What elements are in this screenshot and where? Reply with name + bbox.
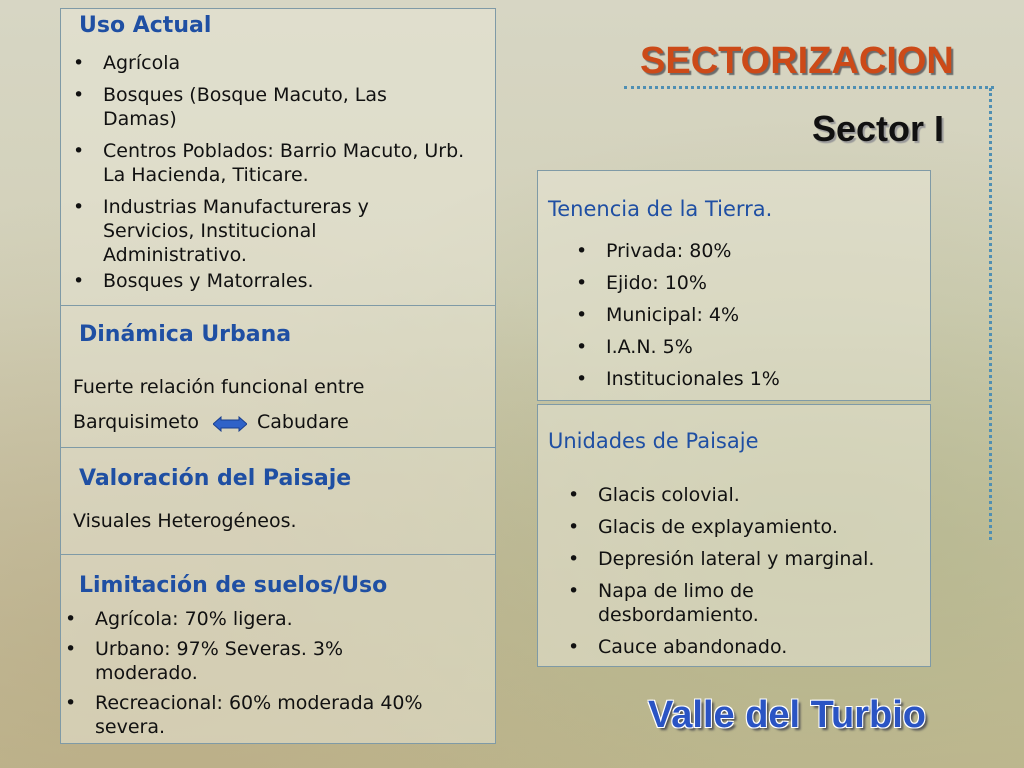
list-item: • Recreacional: 60% moderada 40% severa. [95, 691, 475, 739]
list-item: • Privada: 80% [606, 239, 906, 263]
list-item: • Institucionales 1% [606, 367, 906, 391]
tenencia-tierra-panel [537, 170, 931, 401]
valoracion-paisaje-panel [60, 447, 496, 555]
list-item: • Glacis de explayamiento. [598, 515, 918, 539]
uso-actual-panel [60, 8, 496, 306]
list-item: • Glacis colovial. [598, 483, 918, 507]
dinamica-urbana-text: Fuerte relación funcional entre [73, 376, 365, 398]
list-item: • Agrícola: 70% ligera. [95, 607, 475, 631]
page-title: SECTORIZACION [640, 40, 954, 82]
valoracion-paisaje-text: Visuales Heterogéneos. [73, 510, 297, 532]
list-item: • Agrícola [103, 51, 473, 75]
footer-title: Valle del Turbio [648, 694, 927, 736]
dinamica-urbana-right-city: Cabudare [257, 411, 349, 433]
dinamica-urbana-panel [60, 305, 496, 448]
unidades-paisaje-list [598, 483, 918, 659]
list-item: • Industrias Manufactureras y Servicios, Institucional Administrativo. [103, 195, 423, 267]
uso-actual-list [103, 51, 473, 293]
uso-actual-heading: Uso Actual [79, 13, 212, 38]
list-item: • Bosques (Bosque Macuto, Las Damas) [103, 83, 443, 131]
tenencia-tierra-list [606, 239, 906, 391]
limitacion-suelos-heading: Limitación de suelos/Uso [79, 573, 388, 598]
dotted-divider-horizontal [624, 86, 994, 89]
limitacion-suelos-panel [60, 554, 496, 744]
list-item: • Depresión lateral y marginal. [598, 547, 918, 571]
valoracion-paisaje-heading: Valoración del Paisaje [79, 466, 352, 491]
list-item: • Cauce abandonado. [598, 635, 918, 659]
unidades-paisaje-heading: Unidades de Paisaje [548, 429, 759, 453]
dinamica-urbana-left-city: Barquisimeto [73, 411, 199, 433]
list-item: • Municipal: 4% [606, 303, 906, 327]
tenencia-tierra-heading: Tenencia de la Tierra. [548, 197, 773, 221]
list-item: • Bosques y Matorrales. [103, 269, 473, 293]
list-item: • I.A.N. 5% [606, 335, 906, 359]
list-item: • Napa de limo de desbordamiento. [598, 579, 818, 627]
unidades-paisaje-panel [537, 404, 931, 667]
list-item: • Ejido: 10% [606, 271, 906, 295]
page-subtitle: Sector I [812, 108, 945, 149]
list-item: • Centros Poblados: Barrio Macuto, Urb. La Hacienda, Titicare. [103, 139, 473, 187]
dinamica-urbana-heading: Dinámica Urbana [79, 322, 292, 347]
list-item: • Urbano: 97% Severas. 3% moderado. [95, 637, 395, 685]
double-arrow-icon [213, 416, 247, 432]
limitacion-suelos-list [95, 607, 475, 739]
dotted-divider-vertical [989, 88, 992, 540]
